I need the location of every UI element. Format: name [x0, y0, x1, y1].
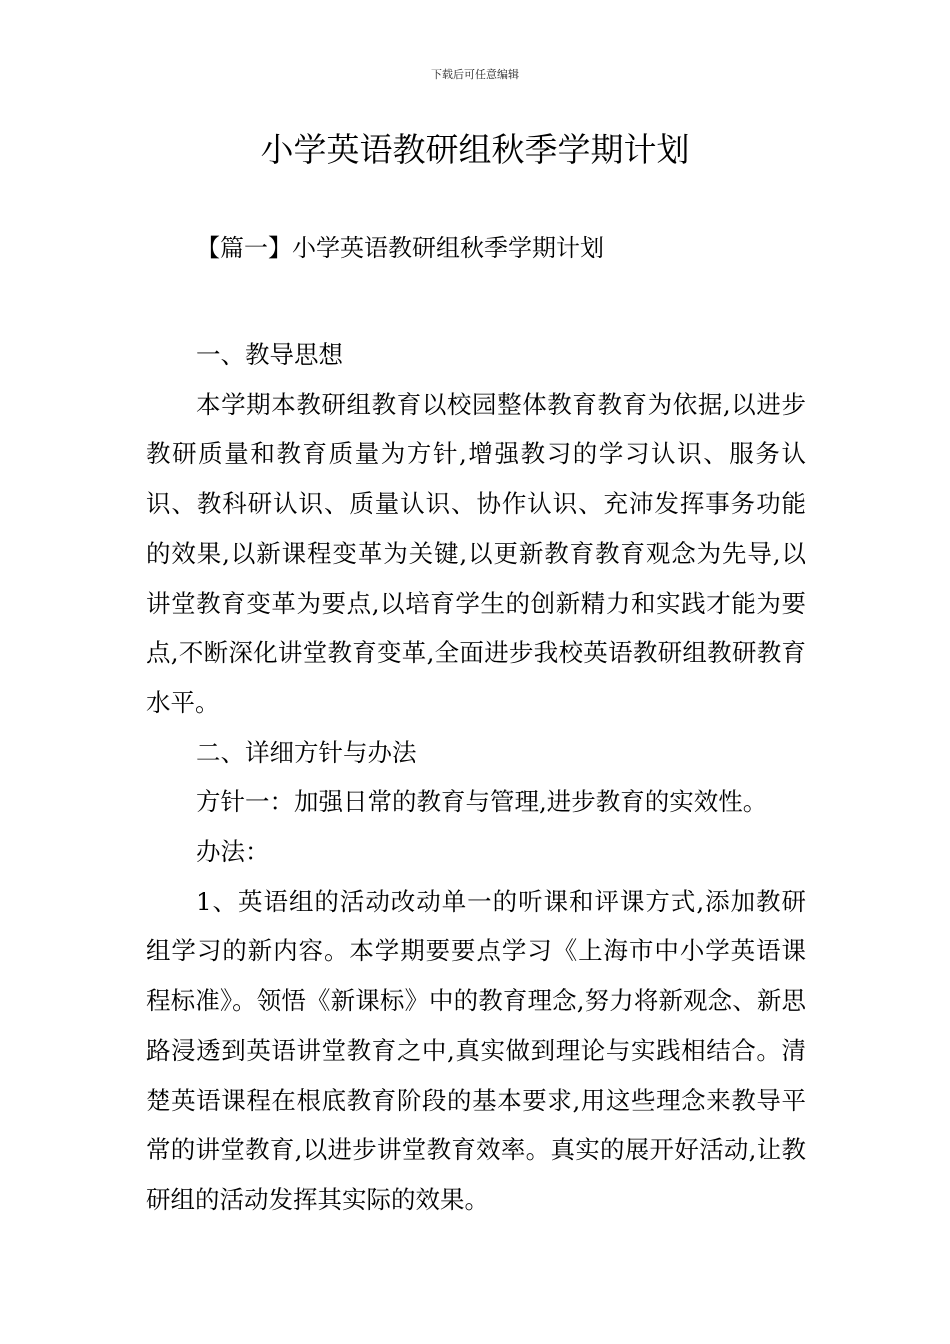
section-heading: 二、详细方针与办法: [196, 737, 417, 767]
document-title: 小学英语教研组秋季学期计划: [260, 130, 690, 169]
document-subtitle: 【篇一】小学英语教研组秋季学期计划: [196, 234, 604, 262]
paragraph: 办法：: [196, 837, 270, 867]
paragraph: 本学期本教研组教育以校园整体教育教育为依据,以进步教研质量和教育质量为方针,增强教习的学习认识、服务认识、教科研认识、质量认识、协作认识、充沛发挥事务功能的效果,以新课程变革为关键,以更新教育教育观念为先导,以讲堂教育变革为要点,以培育学生的创新精力和实践才能为要点,不断深化讲堂教育变革,全面进步我校英语教研组教研教育水平。: [146, 389, 806, 717]
section-heading: 一、教导思想: [196, 340, 343, 369]
paragraph: 1、英语组的活动改动单一的听课和评课方式,添加教研组学习的新内容。本学期要要点学习《上海市中小学英语课程标准》。领悟《新课标》中的教育理念,努力将新观念、新思路浸透到英语讲堂教育之中,真实做到理论与实践相结合。清楚英语课程在根底教育阶段的基本要求,用这些理念来教导平常的讲堂教育,以进步讲堂教育效率。真实的展开好活动,让教研组的活动发挥其实际的效果。: [146, 886, 806, 1214]
header-note: 下载后可任意编辑: [431, 68, 519, 81]
document-body: [146, 330, 806, 1225]
paragraph: 方针一：加强日常的教育与管理,进步教育的实效性。: [196, 787, 768, 817]
